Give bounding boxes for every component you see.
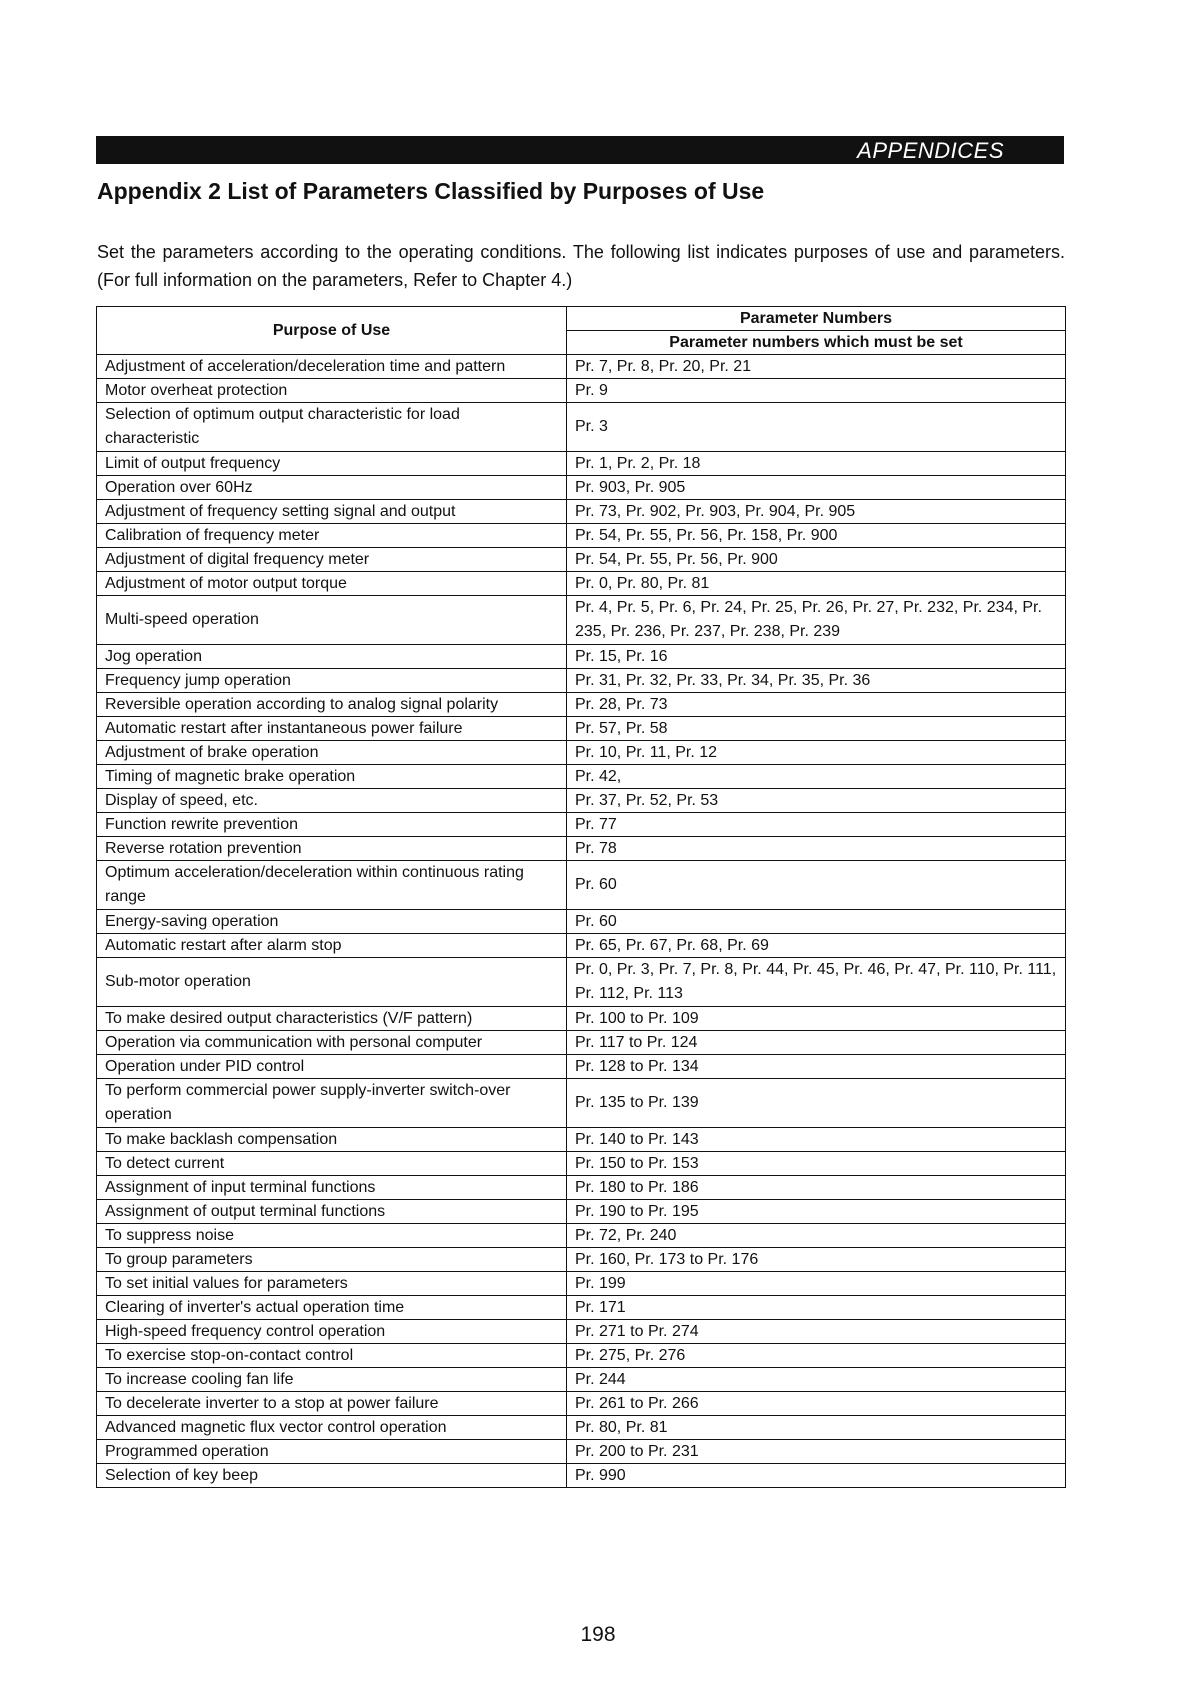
purpose-cell: Optimum acceleration/deceleration within continuous rating range	[97, 861, 567, 910]
params-cell: Pr. 78	[567, 837, 1066, 861]
table-row	[97, 1128, 1066, 1152]
purpose-cell: Programmed operation	[97, 1440, 567, 1464]
purpose-cell: Operation via communication with personal computer	[97, 1031, 567, 1055]
params-cell: Pr. 31, Pr. 32, Pr. 33, Pr. 34, Pr. 35, Pr. 36	[567, 669, 1066, 693]
purpose-cell: Timing of magnetic brake operation	[97, 765, 567, 789]
params-cell: Pr. 200 to Pr. 231	[567, 1440, 1066, 1464]
params-cell: Pr. 190 to Pr. 195	[567, 1200, 1066, 1224]
section-banner	[96, 136, 1064, 164]
purpose-cell: Adjustment of motor output torque	[97, 572, 567, 596]
table-row	[97, 1296, 1066, 1320]
params-cell: Pr. 0, Pr. 3, Pr. 7, Pr. 8, Pr. 44, Pr. 45, Pr. 46, Pr. 47, Pr. 110, Pr. 111, Pr. 112, Pr. 113	[567, 958, 1066, 1007]
table-row	[97, 910, 1066, 934]
purpose-cell: Jog operation	[97, 645, 567, 669]
params-cell: Pr. 60	[567, 910, 1066, 934]
table-row	[97, 934, 1066, 958]
table-row	[97, 958, 1066, 1007]
params-cell: Pr. 60	[567, 861, 1066, 910]
table-row	[97, 1152, 1066, 1176]
purpose-cell: Selection of key beep	[97, 1464, 567, 1488]
purpose-cell: To perform commercial power supply-inverter switch-over operation	[97, 1079, 567, 1128]
params-cell: Pr. 15, Pr. 16	[567, 645, 1066, 669]
section-label: APPENDICES	[857, 138, 1004, 163]
purpose-cell: Adjustment of brake operation	[97, 741, 567, 765]
table-row	[97, 476, 1066, 500]
table-row	[97, 1176, 1066, 1200]
params-cell: Pr. 54, Pr. 55, Pr. 56, Pr. 900	[567, 548, 1066, 572]
parameter-table	[96, 306, 1066, 1488]
page-number: 198	[580, 1623, 616, 1646]
params-cell: Pr. 160, Pr. 173 to Pr. 176	[567, 1248, 1066, 1272]
intro-paragraph: Set the parameters according to the operating conditions. The following list indicates purposes of use and parameters. (For full information on the parameters, Refer to Chapter 4.)	[97, 242, 1065, 290]
params-cell: Pr. 171	[567, 1296, 1066, 1320]
table-row	[97, 524, 1066, 548]
params-cell: Pr. 117 to Pr. 124	[567, 1031, 1066, 1055]
table-row	[97, 1416, 1066, 1440]
params-cell: Pr. 10, Pr. 11, Pr. 12	[567, 741, 1066, 765]
table-row	[97, 1464, 1066, 1488]
purpose-cell: Automatic restart after alarm stop	[97, 934, 567, 958]
purpose-cell: Clearing of inverter's actual operation time	[97, 1296, 567, 1320]
table-row	[97, 596, 1066, 645]
purpose-cell: Sub-motor operation	[97, 958, 567, 1007]
purpose-cell: High-speed frequency control operation	[97, 1320, 567, 1344]
purpose-cell: Adjustment of acceleration/deceleration time and pattern	[97, 355, 567, 379]
table-row	[97, 645, 1066, 669]
table-row	[97, 452, 1066, 476]
params-cell: Pr. 903, Pr. 905	[567, 476, 1066, 500]
params-cell: Pr. 72, Pr. 240	[567, 1224, 1066, 1248]
purpose-cell: Reversible operation according to analog signal polarity	[97, 693, 567, 717]
table-row	[97, 403, 1066, 452]
header-params-sub: Parameter numbers which must be set	[567, 331, 1066, 355]
purpose-cell: To decelerate inverter to a stop at power failure	[97, 1392, 567, 1416]
params-cell: Pr. 0, Pr. 80, Pr. 81	[567, 572, 1066, 596]
purpose-cell: Function rewrite prevention	[97, 813, 567, 837]
purpose-cell: To make backlash compensation	[97, 1128, 567, 1152]
purpose-cell: Motor overheat protection	[97, 379, 567, 403]
purpose-cell: Limit of output frequency	[97, 452, 567, 476]
purpose-cell: Adjustment of frequency setting signal and output	[97, 500, 567, 524]
table-row	[97, 355, 1066, 379]
table-row	[97, 741, 1066, 765]
params-cell: Pr. 80, Pr. 81	[567, 1416, 1066, 1440]
table-row	[97, 572, 1066, 596]
params-cell: Pr. 140 to Pr. 143	[567, 1128, 1066, 1152]
table-row	[97, 548, 1066, 572]
table-row	[97, 765, 1066, 789]
header-params: Parameter Numbers	[567, 307, 1066, 331]
table-row	[97, 813, 1066, 837]
purpose-cell: To set initial values for parameters	[97, 1272, 567, 1296]
purpose-cell: Multi-speed operation	[97, 596, 567, 645]
table-row	[97, 1392, 1066, 1416]
table-row	[97, 1368, 1066, 1392]
table-row	[97, 1007, 1066, 1031]
table-row	[97, 1320, 1066, 1344]
page-title: Appendix 2 List of Parameters Classified by Purposes of Use	[97, 178, 765, 204]
params-cell: Pr. 57, Pr. 58	[567, 717, 1066, 741]
table-row	[97, 1272, 1066, 1296]
purpose-cell: Assignment of output terminal functions	[97, 1200, 567, 1224]
purpose-cell: To detect current	[97, 1152, 567, 1176]
purpose-cell: Automatic restart after instantaneous power failure	[97, 717, 567, 741]
params-cell: Pr. 28, Pr. 73	[567, 693, 1066, 717]
table-row	[97, 837, 1066, 861]
purpose-cell: Assignment of input terminal functions	[97, 1176, 567, 1200]
table-row	[97, 861, 1066, 910]
params-cell: Pr. 4, Pr. 5, Pr. 6, Pr. 24, Pr. 25, Pr. 26, Pr. 27, Pr. 232, Pr. 234, Pr. 235, Pr. 236, Pr. 237, Pr. 238, Pr. 239	[567, 596, 1066, 645]
params-cell: Pr. 199	[567, 1272, 1066, 1296]
table-row	[97, 693, 1066, 717]
purpose-cell: Selection of optimum output characteristic for load characteristic	[97, 403, 567, 452]
table-row	[97, 1200, 1066, 1224]
params-cell: Pr. 244	[567, 1368, 1066, 1392]
table-row	[97, 717, 1066, 741]
purpose-cell: Display of speed, etc.	[97, 789, 567, 813]
params-cell: Pr. 261 to Pr. 266	[567, 1392, 1066, 1416]
params-cell: Pr. 135 to Pr. 139	[567, 1079, 1066, 1128]
table-row	[97, 379, 1066, 403]
table-row	[97, 1224, 1066, 1248]
purpose-cell: Operation over 60Hz	[97, 476, 567, 500]
params-cell: Pr. 275, Pr. 276	[567, 1344, 1066, 1368]
params-cell: Pr. 150 to Pr. 153	[567, 1152, 1066, 1176]
params-cell: Pr. 1, Pr. 2, Pr. 18	[567, 452, 1066, 476]
params-cell: Pr. 7, Pr. 8, Pr. 20, Pr. 21	[567, 355, 1066, 379]
table-body	[97, 355, 1066, 1488]
purpose-cell: Adjustment of digital frequency meter	[97, 548, 567, 572]
params-cell: Pr. 100 to Pr. 109	[567, 1007, 1066, 1031]
params-cell: Pr. 73, Pr. 902, Pr. 903, Pr. 904, Pr. 905	[567, 500, 1066, 524]
table-row	[97, 1079, 1066, 1128]
table-row	[97, 789, 1066, 813]
params-cell: Pr. 54, Pr. 55, Pr. 56, Pr. 158, Pr. 900	[567, 524, 1066, 548]
purpose-cell: To exercise stop-on-contact control	[97, 1344, 567, 1368]
purpose-cell: Energy-saving operation	[97, 910, 567, 934]
table-row	[97, 1031, 1066, 1055]
table-row	[97, 669, 1066, 693]
purpose-cell: To increase cooling fan life	[97, 1368, 567, 1392]
purpose-cell: To make desired output characteristics (V/F pattern)	[97, 1007, 567, 1031]
purpose-cell: To suppress noise	[97, 1224, 567, 1248]
purpose-cell: To group parameters	[97, 1248, 567, 1272]
params-cell: Pr. 128 to Pr. 134	[567, 1055, 1066, 1079]
table-row	[97, 1440, 1066, 1464]
params-cell: Pr. 37, Pr. 52, Pr. 53	[567, 789, 1066, 813]
purpose-cell: Frequency jump operation	[97, 669, 567, 693]
params-cell: Pr. 990	[567, 1464, 1066, 1488]
params-cell: Pr. 65, Pr. 67, Pr. 68, Pr. 69	[567, 934, 1066, 958]
table-row	[97, 1248, 1066, 1272]
params-cell: Pr. 180 to Pr. 186	[567, 1176, 1066, 1200]
params-cell: Pr. 271 to Pr. 274	[567, 1320, 1066, 1344]
params-cell: Pr. 9	[567, 379, 1066, 403]
purpose-cell: Operation under PID control	[97, 1055, 567, 1079]
purpose-cell: Reverse rotation prevention	[97, 837, 567, 861]
table-row	[97, 1344, 1066, 1368]
params-cell: Pr. 42,	[567, 765, 1066, 789]
purpose-cell: Calibration of frequency meter	[97, 524, 567, 548]
params-cell: Pr. 3	[567, 403, 1066, 452]
table-row	[97, 1055, 1066, 1079]
table-row	[97, 500, 1066, 524]
params-cell: Pr. 77	[567, 813, 1066, 837]
purpose-cell: Advanced magnetic flux vector control operation	[97, 1416, 567, 1440]
header-purpose: Purpose of Use	[97, 307, 567, 355]
